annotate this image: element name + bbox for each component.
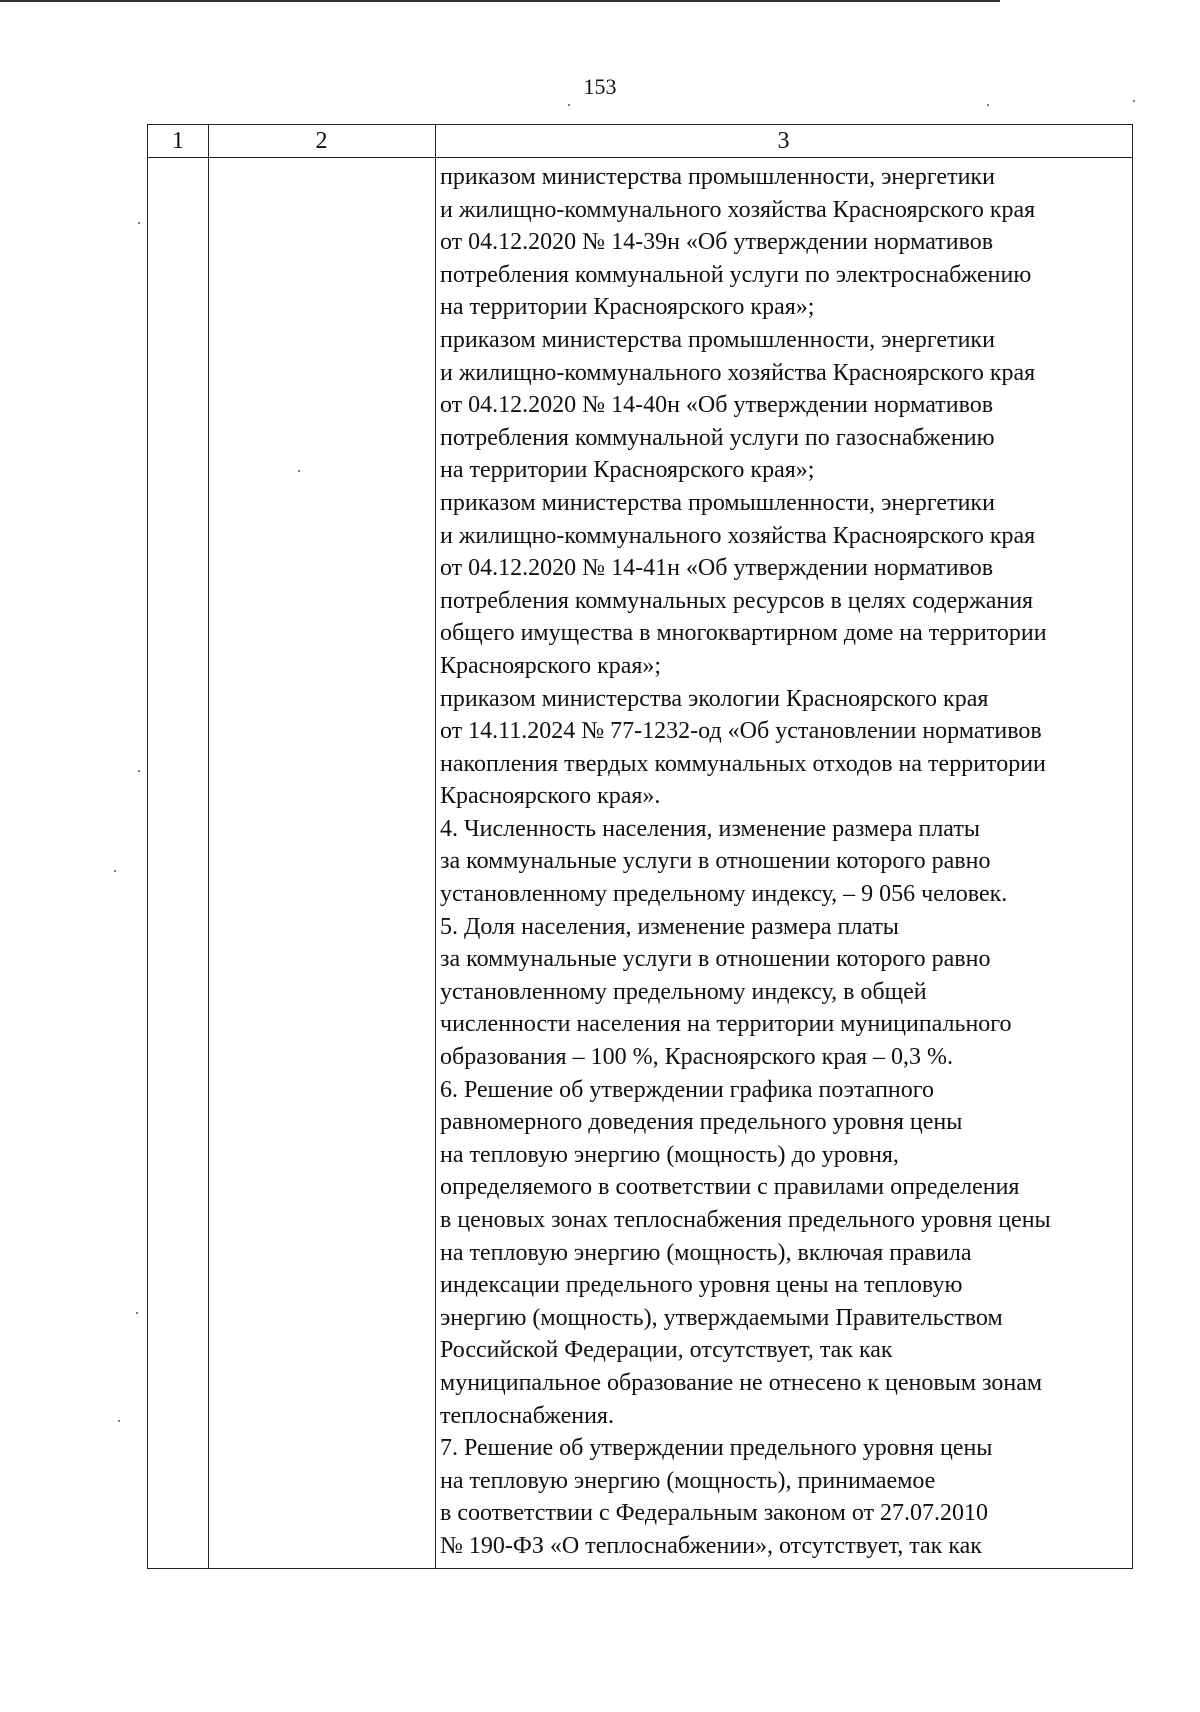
text-line: приказом министерства промышленности, энергетики: [440, 164, 995, 190]
text-line: 6. Решение об утверждении графика поэтапного: [440, 1076, 935, 1103]
text-line: 4. Численность населения, изменение размера платы: [440, 815, 980, 842]
text-line: энергию (мощность), утверждаемыми Правительством: [440, 1304, 1003, 1331]
text-line: потребления коммунальных ресурсов в целях содержания: [440, 587, 1034, 614]
text-line: от 04.12.2020 № 14-41н «Об утверждении нормативов: [440, 555, 994, 582]
text-line: на тепловую энергию (мощность), принимаемое: [440, 1467, 936, 1494]
text-line: муниципальное образование не отнесено к ценовым зонам: [440, 1369, 1043, 1396]
text-line: Красноярского края».: [440, 783, 661, 810]
text-line: № 190-ФЗ «О теплоснабжении», отсутствует, так как: [440, 1532, 982, 1559]
scan-speck: [114, 870, 116, 872]
text-line: за коммунальные услуги в отношении которого равно: [440, 848, 991, 875]
text-line: Красноярского края»;: [440, 652, 662, 679]
text-line: приказом министерства промышленности, энергетики: [440, 326, 995, 353]
text-line: от 04.12.2020 № 14-39н «Об утверждении нормативов: [440, 229, 994, 256]
text-line: от 14.11.2024 № 77-1232-од «Об установлении нормативов: [440, 718, 1042, 745]
text-line: Российской Федерации, отсутствует, так как: [440, 1337, 893, 1364]
text-line: на тепловую энергию (мощность), включая правила: [440, 1239, 972, 1266]
header-divider: [148, 157, 1132, 158]
scan-speck: [1133, 100, 1135, 102]
column-header-1: 1: [172, 128, 184, 154]
text-line: установленному предельному индексу, в общей: [440, 978, 927, 1005]
text-line: определяемого в соответствии с правилами определения: [440, 1174, 1020, 1201]
scan-speck: [568, 104, 570, 106]
text-line: образования – 100 %, Красноярского края – 0,3 %.: [440, 1044, 954, 1071]
scan-speck: [298, 470, 300, 472]
text-line: накопления твердых коммунальных отходов на территории: [440, 750, 1046, 777]
text-line: и жилищно-коммунального хозяйства Красноярского края: [440, 196, 1036, 223]
text-line: в соответствии с Федеральным законом от 27.07.2010: [440, 1500, 989, 1527]
text-line: установленному предельному индексу, – 9 056 человек.: [440, 881, 1008, 908]
document-table: [147, 124, 1133, 1569]
text-line: на территории Красноярского края»;: [440, 294, 815, 321]
text-line: 7. Решение об утверждении предельного уровня цены: [440, 1435, 993, 1462]
column-divider-1: [208, 125, 209, 1568]
text-line: потребления коммунальной услуги по газоснабжению: [440, 424, 995, 451]
column-header-3: 3: [777, 128, 790, 154]
text-line: общего имущества в многоквартирном доме на территории: [440, 620, 1047, 647]
scan-speck: [138, 222, 140, 224]
text-line: 5. Доля населения, изменение размера платы: [440, 913, 899, 940]
scan-speck: [987, 104, 989, 106]
text-line: от 04.12.2020 № 14-40н «Об утверждении нормативов: [440, 392, 994, 419]
page-number: 153: [583, 74, 617, 99]
text-line: на тепловую энергию (мощность) до уровня,: [440, 1141, 899, 1168]
text-line: приказом министерства экологии Красноярского края: [440, 685, 989, 712]
text-line: и жилищно-коммунального хозяйства Красноярского края: [440, 359, 1036, 386]
column-header-2: 2: [315, 128, 328, 154]
text-line: и жилищно-коммунального хозяйства Красноярского края: [440, 522, 1036, 549]
column-divider-2: [435, 125, 436, 1568]
scan-top-edge: [0, 0, 1000, 2]
scan-speck: [118, 1420, 120, 1422]
text-line: численности населения на территории муниципального: [440, 1011, 1012, 1038]
text-line: за коммунальные услуги в отношении которого равно: [440, 946, 991, 973]
scan-speck: [138, 770, 140, 772]
scan-speck: [136, 1312, 138, 1314]
text-line: потребления коммунальной услуги по электроснабжению: [440, 261, 1032, 288]
text-line: индексации предельного уровня цены на тепловую: [440, 1272, 963, 1299]
text-line: на территории Красноярского края»;: [440, 457, 815, 484]
column-3-text: [440, 161, 1130, 1563]
text-line: в ценовых зонах теплоснабжения предельного уровня цены: [440, 1207, 1051, 1233]
text-line: теплоснабжения.: [440, 1402, 614, 1429]
text-line: равномерного доведения предельного уровня цены: [440, 1109, 963, 1136]
text-line: приказом министерства промышленности, энергетики: [440, 489, 995, 516]
